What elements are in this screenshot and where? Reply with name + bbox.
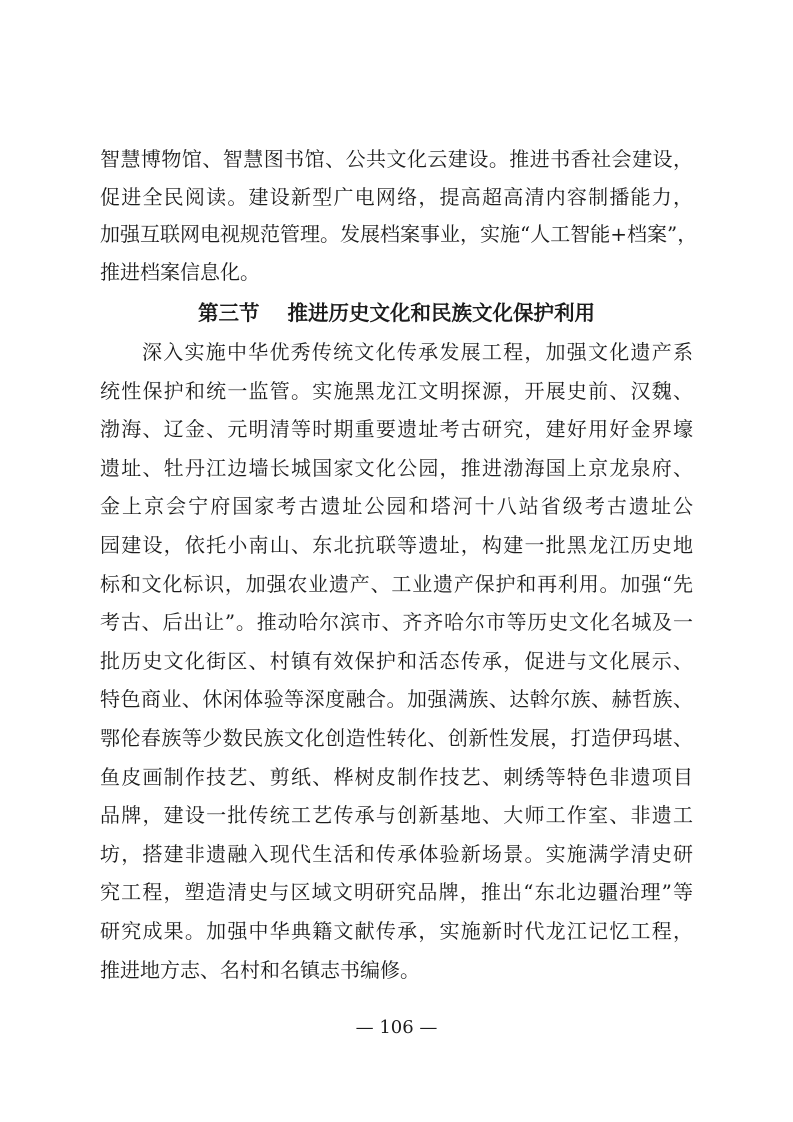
text-line: 研究成果。加强中华典籍文献传承，实施新时代龙江记忆工程， <box>100 918 693 943</box>
text-line: 金上京会宁府国家考古遗址公园和塔河十八站省级考古遗址公 <box>100 494 693 519</box>
text-line: 坊，搭建非遗融入现代生活和传承体验新场景。实施满学清史研 <box>100 841 693 866</box>
text-line: 统性保护和统一监管。实施黑龙江文明探源，开展史前、汉魏、 <box>100 378 693 403</box>
paragraph-continued <box>100 141 698 291</box>
section-title: 推进历史文化和民族文化保护利用 <box>287 301 595 325</box>
text-line: 品牌，建设一批传统工艺传承与创新基地、大师工作室、非遗工 <box>100 803 693 828</box>
section-paragraph <box>100 333 693 989</box>
text-line: 深入实施中华优秀传统文化传承发展工程，加强文化遗产系 <box>142 340 693 364</box>
text-line: 智慧博物馆、智慧图书馆、公共文化云建设。推进书香社会建设， <box>100 147 693 171</box>
text-line: 鱼皮画制作技艺、剪纸、桦树皮制作技艺、刺绣等特色非遗项目 <box>100 764 693 789</box>
text-line: 渤海、辽金、元明清等时期重要遗址考古研究，建好用好金界壕 <box>100 417 693 442</box>
text-line: 遗址、牡丹江边墙长城国家文化公园，推进渤海国上京龙泉府、 <box>100 455 693 480</box>
section-heading <box>0 294 793 332</box>
page-number: — 106 — <box>355 1017 438 1038</box>
section-number: 第三节 <box>198 301 260 325</box>
text-line: 加强互联网电视规范管理。发展档案事业，实施“人工智能+档案”， <box>100 222 698 246</box>
text-line: 推进地方志、名村和名镇志书编修。 <box>100 957 420 982</box>
text-line: 标和文化标识，加强农业遗产、工业遗产保护和再利用。加强“先 <box>100 571 693 596</box>
text-line: 批历史文化街区、村镇有效保护和活态传承，促进与文化展示、 <box>100 648 693 673</box>
text-line: 促进全民阅读。建设新型广电网络，提高超高清内容制播能力， <box>100 184 693 209</box>
text-line: 考古、后出让”。推动哈尔滨市、齐齐哈尔市等历史文化名城及一 <box>100 610 693 635</box>
text-line: 推进档案信息化。 <box>100 259 260 284</box>
text-line: 究工程，塑造清史与区域文明研究品牌，推出“东北边疆治理”等 <box>100 880 693 905</box>
text-line: 园建设，依托小南山、东北抗联等遗址，构建一批黑龙江历史地 <box>100 532 693 557</box>
text-line: 特色商业、休闲体验等深度融合。加强满族、达斡尔族、赫哲族、 <box>100 687 693 712</box>
text-line: 鄂伦春族等少数民族文化创造性转化、创新性发展，打造伊玛堪、 <box>100 725 693 750</box>
